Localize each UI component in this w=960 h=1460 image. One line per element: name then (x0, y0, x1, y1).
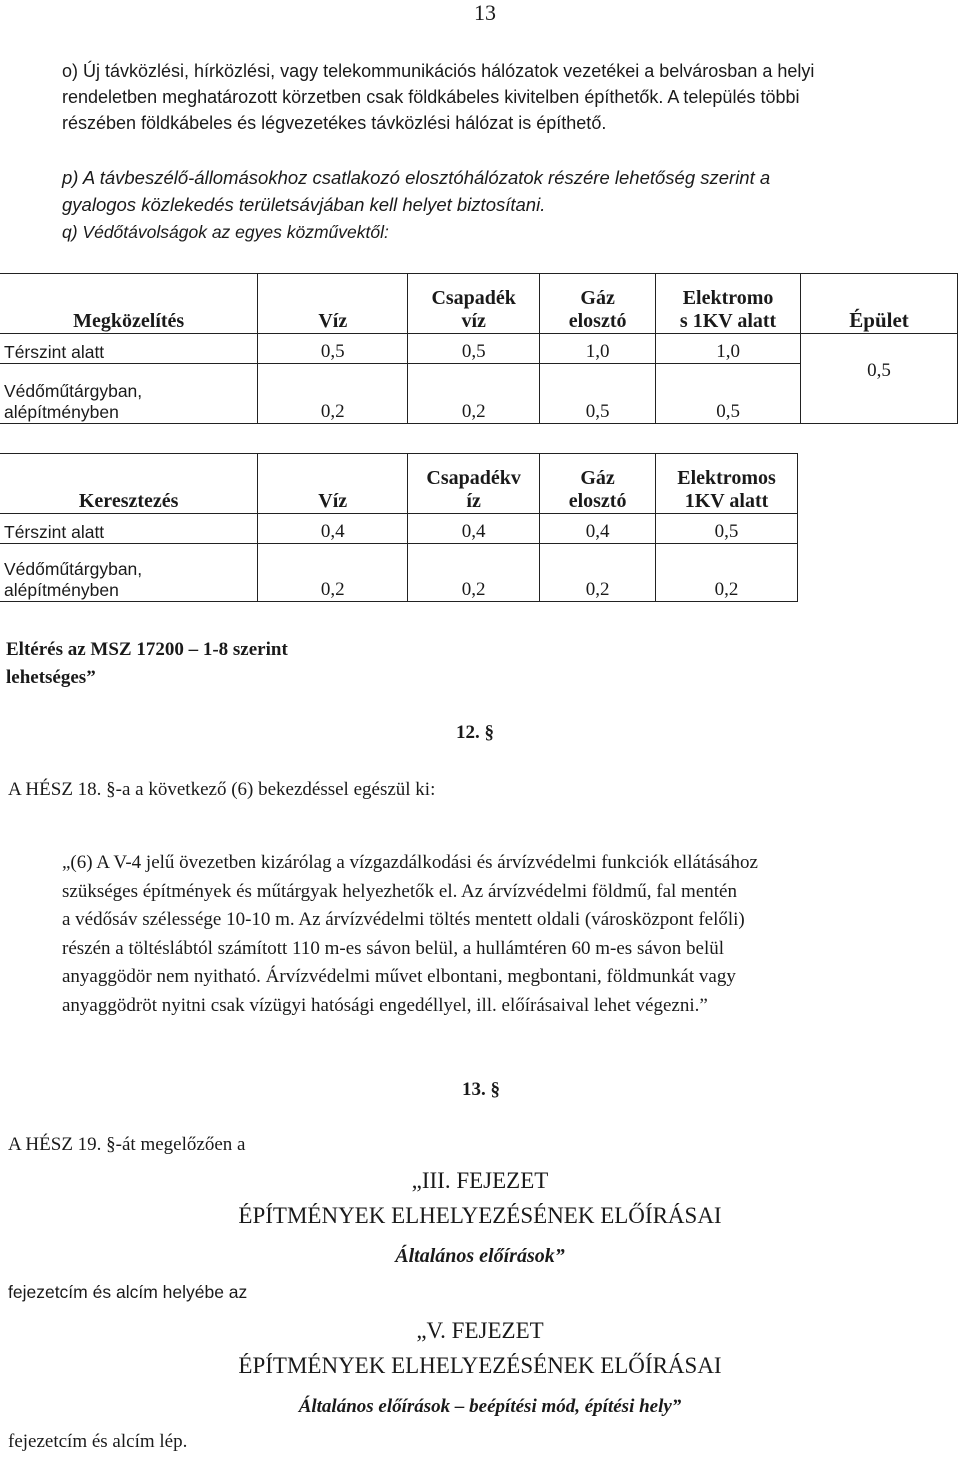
cell-storm: 0,2 (408, 364, 540, 424)
header-water: Víz (258, 454, 408, 514)
page-number: 13 (474, 0, 496, 25)
header-storm-water (408, 274, 540, 334)
cell-gas: 0,2 (540, 544, 656, 602)
row-label-bottom: alépítményben (4, 580, 119, 600)
new-chapter-subtitle: Általános előírások – beépítési mód, építési hely” (298, 1396, 682, 1417)
deviation-note (6, 636, 288, 692)
quote-line: anyaggödröt nyitni csak vízügyi hatósági engedéllyel, ill. előírásaival lehet végezni.” (62, 994, 708, 1016)
paragraph-o-line: részében földkábeles és légvezetékes távközlési hálózat is építhető. (62, 113, 607, 133)
header-storm-bottom: víz (461, 310, 486, 332)
old-chapter-heading: „III. FEJEZET (411, 1168, 549, 1193)
new-chapter-title: ÉPÍTMÉNYEK ELHELYEZÉSÉNEK ELŐÍRÁSAI (238, 1353, 722, 1378)
row-label-bottom: alépítményben (4, 402, 119, 422)
cell-storm: 0,5 (408, 334, 540, 364)
old-chapter-subtitle: Általános előírások” (395, 1245, 565, 1267)
quote-line: anyaggödör nem nyitható. Árvízvédelmi művet elbontani, megbontani, földmunkát vagy (62, 966, 736, 987)
new-chapter-heading: „V. FEJEZET (416, 1318, 544, 1343)
paragraph-o (62, 58, 942, 136)
table-header-row (0, 274, 958, 334)
section-12-title: 12. § (456, 722, 494, 743)
table-row (0, 514, 798, 544)
cell-gas: 0,5 (540, 364, 656, 424)
paragraph-o-line: o) Új távközlési, hírközlési, vagy telekommunikációs hálózatok vezetékei a belvárosban a helyi (62, 61, 815, 81)
paragraph-p-line: p) A távbeszélő-állomásokhoz csatlakozó elosztóhálózatok részére lehetőség szerint a (62, 167, 771, 188)
paragraph-p (62, 164, 942, 218)
cell-electric: 0,5 (656, 364, 801, 424)
deviation-line: Eltérés az MSZ 17200 – 1-8 szerint (6, 639, 288, 660)
distance-table-approach (0, 273, 958, 424)
cell-electric: 0,2 (656, 544, 798, 602)
cell-water: 0,2 (258, 544, 408, 602)
section-13-outro: fejezetcím és alcím lép. (8, 1431, 188, 1452)
header-approach: Megközelítés (0, 274, 258, 334)
header-gas-top: Gáz (580, 467, 615, 489)
row-label (0, 544, 258, 602)
header-electric (656, 274, 801, 334)
distance-table-crossing (0, 453, 798, 602)
section-12-intro: A HÉSZ 18. §-a a következő (6) bekezdéssel egészül ki: (8, 779, 436, 800)
cell-building: 0,5 (801, 334, 958, 424)
deviation-line: lehetséges” (6, 667, 96, 688)
header-crossing: Keresztezés (0, 454, 258, 514)
row-label: Térszint alatt (0, 514, 258, 544)
header-storm-top: Csapadékv (426, 467, 521, 489)
header-water: Víz (258, 274, 408, 334)
header-electric-top: Elektromo (682, 287, 774, 309)
cell-gas: 1,0 (540, 334, 656, 364)
cell-electric: 0,5 (656, 514, 798, 544)
paragraph-o-line: rendeletben meghatározott körzetben csak földkábeles kivitelben építhetők. A település többi (62, 87, 800, 107)
header-storm-water (408, 454, 540, 514)
header-electric (656, 454, 798, 514)
paragraph-q: q) Védőtávolságok az egyes közművektől: (62, 222, 389, 242)
row-label-top: Védőműtárgyban, (4, 381, 143, 401)
table-row (0, 334, 958, 364)
header-electric-top: Elektromos (677, 467, 776, 489)
cell-storm: 0,4 (408, 514, 540, 544)
quote-line: „(6) A V-4 jelű övezetben kizárólag a vízgazdálkodási és árvízvédelmi funkciók ellátásához (62, 852, 758, 873)
header-gas (540, 274, 656, 334)
quote-line: a védősáv szélessége 10-10 m. Az árvízvédelmi töltés mentett oldali (városközpont felőli) (62, 909, 745, 930)
header-gas-bottom: elosztó (568, 490, 627, 512)
row-label-top: Védőműtárgyban, (4, 559, 143, 579)
header-electric-bottom: 1KV alatt (684, 490, 769, 512)
cell-storm: 0,2 (408, 544, 540, 602)
replace-instruction: fejezetcím és alcím helyébe az (8, 1282, 248, 1302)
table-header-row (0, 454, 798, 514)
header-electric-bottom: s 1KV alatt (679, 310, 777, 332)
section-13-intro: A HÉSZ 19. §-át megelőzően a (8, 1134, 246, 1155)
cell-water: 0,4 (258, 514, 408, 544)
row-label: Térszint alatt (0, 334, 258, 364)
header-gas-bottom: elosztó (568, 310, 627, 332)
paragraph-p-line: gyalogos közlekedés területsávjában kell helyet biztosítani. (62, 194, 546, 215)
table-row (0, 544, 798, 602)
old-chapter-title: ÉPÍTMÉNYEK ELHELYEZÉSÉNEK ELŐÍRÁSAI (238, 1203, 722, 1228)
section-12-quote (62, 849, 952, 1020)
section-13-title: 13. § (462, 1079, 500, 1100)
cell-water: 0,5 (258, 334, 408, 364)
quote-line: részén a töltéslábtól számított 110 m-es sávon belül, a hullámtéren 60 m-es sávon belül (62, 937, 725, 959)
header-gas (540, 454, 656, 514)
row-label (0, 364, 258, 424)
quote-line: szükséges építmények és műtárgyak helyezhetők el. Az árvízvédelmi földmű, fal mentén (62, 880, 737, 902)
header-storm-bottom: íz (466, 490, 481, 512)
cell-water: 0,2 (258, 364, 408, 424)
cell-gas: 0,4 (540, 514, 656, 544)
cell-electric: 1,0 (656, 334, 801, 364)
header-gas-top: Gáz (580, 287, 615, 309)
header-storm-top: Csapadék (431, 287, 516, 309)
header-building: Épület (801, 274, 958, 334)
